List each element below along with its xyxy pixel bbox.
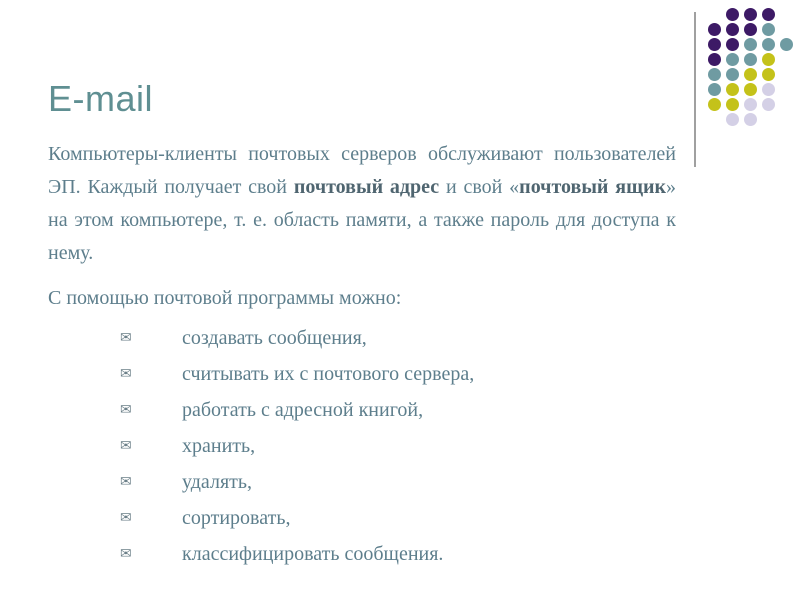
- list-item: [120, 500, 474, 536]
- decorative-dot: [726, 8, 739, 21]
- decorative-dot: [762, 53, 775, 66]
- decorative-dot: [726, 98, 739, 111]
- decorative-dot: [744, 23, 757, 36]
- vertical-divider: [694, 12, 696, 167]
- decorative-dot: [726, 68, 739, 81]
- list-item: [120, 320, 474, 356]
- decorative-dot: [708, 98, 721, 111]
- list-item-text: хранить,: [182, 434, 256, 457]
- list-item: [120, 428, 474, 464]
- decorative-dot: [780, 38, 793, 51]
- capabilities-intro: С помощью почтовой программы можно:: [48, 287, 402, 309]
- intro-text-2: и свой «: [439, 176, 520, 198]
- envelope-icon: ✉: [120, 510, 132, 526]
- decorative-dot: [762, 68, 775, 81]
- slide-title: E-mail: [48, 78, 154, 119]
- decorative-dot: [708, 38, 721, 51]
- decorative-dot: [744, 83, 757, 96]
- decorative-dot: [726, 113, 739, 126]
- intro-bold-mailbox: почтовый ящик: [519, 176, 667, 198]
- decorative-dot: [744, 98, 757, 111]
- decorative-dot: [726, 53, 739, 66]
- decorative-dot: [762, 23, 775, 36]
- list-item: [120, 464, 474, 500]
- capabilities-list: [120, 320, 474, 572]
- list-item-text: работать с адресной книгой,: [182, 398, 424, 421]
- decorative-dot: [762, 38, 775, 51]
- decorative-dot: [744, 113, 757, 126]
- decorative-dot: [762, 98, 775, 111]
- intro-text-3: » на этом компьютере, т. е. область памяти, а также пароль для доступа к нему.: [48, 176, 677, 264]
- envelope-icon: ✉: [120, 330, 132, 346]
- decorative-dot: [744, 8, 757, 21]
- intro-bold-address: почтовый адрес: [293, 176, 440, 198]
- envelope-icon: ✉: [120, 402, 132, 418]
- decorative-dot-grid: [708, 8, 792, 128]
- intro-paragraph: [48, 138, 676, 270]
- slide-body: [48, 138, 676, 315]
- list-item-text: удалять,: [182, 470, 253, 493]
- list-item: [120, 536, 474, 572]
- decorative-dot: [744, 38, 757, 51]
- decorative-dot: [744, 53, 757, 66]
- decorative-dot: [762, 8, 775, 21]
- decorative-dot: [708, 83, 721, 96]
- list-item: [120, 356, 474, 392]
- envelope-icon: ✉: [120, 546, 132, 562]
- envelope-icon: ✉: [120, 366, 132, 382]
- decorative-dot: [744, 68, 757, 81]
- list-item-text: классифицировать сообщения.: [182, 542, 444, 565]
- envelope-icon: ✉: [120, 438, 132, 454]
- list-item-text: сортировать,: [182, 506, 291, 529]
- decorative-dot: [708, 68, 721, 81]
- decorative-dot: [726, 23, 739, 36]
- decorative-dot: [726, 83, 739, 96]
- intro-text-1: Компьютеры-клиенты почтовых серверов обслуживают пользователей ЭП. Каждый получает свой: [48, 143, 676, 198]
- list-item-text: считывать их с почтового сервера,: [182, 362, 475, 385]
- list-item-text: создавать сообщения,: [182, 326, 367, 349]
- decorative-dot: [708, 23, 721, 36]
- envelope-icon: ✉: [120, 474, 132, 490]
- decorative-dot: [762, 83, 775, 96]
- decorative-dot: [726, 38, 739, 51]
- list-item: [120, 392, 474, 428]
- decorative-dot: [708, 53, 721, 66]
